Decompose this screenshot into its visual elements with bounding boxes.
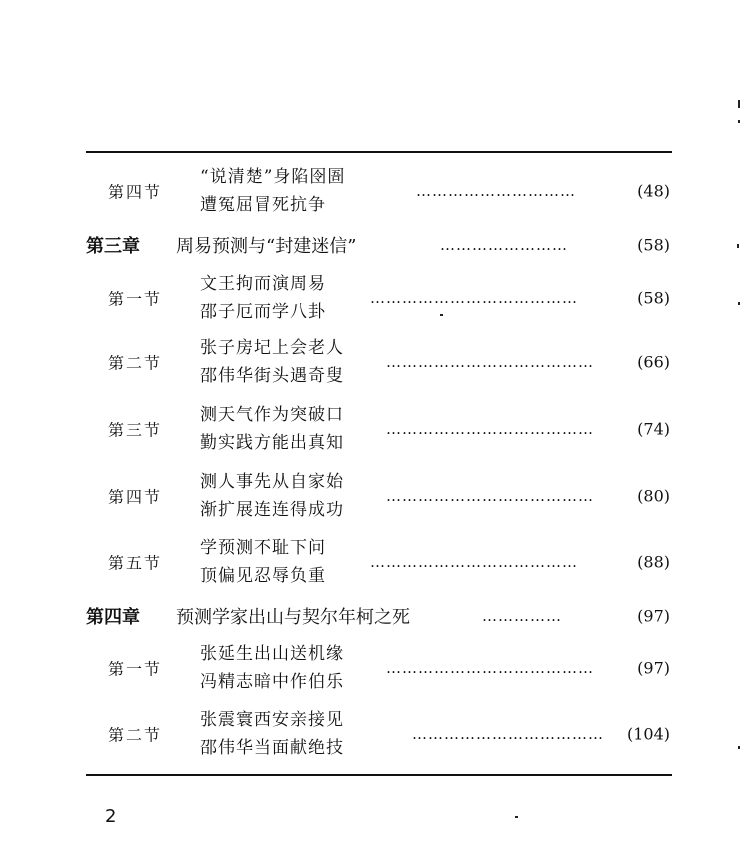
scan-speck xyxy=(440,314,443,316)
page-ref: (48) xyxy=(637,181,670,201)
section-titles xyxy=(200,534,326,590)
section-label: 第一节 xyxy=(108,659,163,679)
chapter-label: 第四章 xyxy=(86,607,140,628)
page-ref: (97) xyxy=(637,658,670,678)
dot-leader: ………………………………… xyxy=(386,353,594,371)
section-title-line2: 遭冤屈冒死抗争 xyxy=(200,195,326,215)
section-label: 第二节 xyxy=(108,725,163,745)
chapter-label: 第三章 xyxy=(86,236,140,257)
scan-speck xyxy=(737,244,739,248)
section-title-line1: “说清楚”身陷囹圄 xyxy=(200,167,346,187)
section-label: 第一节 xyxy=(108,289,163,309)
toc-section-entry[interactable] xyxy=(86,334,672,390)
page-ref: (58) xyxy=(637,288,670,308)
page-number: 2 xyxy=(105,806,117,827)
dot-leader: ………………………………… xyxy=(386,420,594,438)
chapter-title: 预测学家出山与契尔年柯之死 xyxy=(176,607,410,628)
scan-speck xyxy=(515,816,518,818)
scan-speck xyxy=(738,302,740,305)
section-titles xyxy=(200,163,345,219)
dot-leader: ………………………………… xyxy=(386,659,594,677)
scan-speck xyxy=(738,100,740,108)
dot-leader: ………………………… xyxy=(416,182,576,200)
chapter-title: 周易预测与“封建迷信” xyxy=(176,236,357,257)
section-title-line1: 测天气作为突破口 xyxy=(200,405,344,425)
toc-chapter-3[interactable] xyxy=(86,228,672,262)
section-titles xyxy=(200,706,344,762)
section-title-line2: 勤实践方能出真知 xyxy=(200,433,344,453)
bottom-rule xyxy=(86,774,672,776)
dot-leader: …………… xyxy=(482,607,562,625)
dot-leader: ………………………………… xyxy=(370,289,578,307)
toc-section-entry[interactable] xyxy=(86,706,672,762)
scan-speck xyxy=(738,746,740,749)
top-rule xyxy=(86,151,672,153)
section-label: 第三节 xyxy=(108,420,163,440)
dot-leader: …………………… xyxy=(440,236,568,254)
section-title-line1: 张延生出山送机缘 xyxy=(200,644,344,664)
dot-leader: ………………………………… xyxy=(386,487,594,505)
section-title-line2: 顶偏见忍辱负重 xyxy=(200,566,326,586)
toc-section-entry[interactable] xyxy=(86,468,672,524)
toc-section-entry[interactable] xyxy=(86,163,672,219)
dot-leader: ………………………………… xyxy=(370,553,578,571)
scan-speck xyxy=(738,120,740,123)
section-label: 第四节 xyxy=(108,182,163,202)
section-title-line1: 张子房圮上会老人 xyxy=(200,338,344,358)
toc-section-entry[interactable] xyxy=(86,640,672,696)
page-ref: (74) xyxy=(637,419,670,439)
page-ref: (66) xyxy=(637,352,670,372)
page-ref: (80) xyxy=(637,486,670,506)
section-title-line2: 渐扩展连连得成功 xyxy=(200,500,344,520)
section-titles xyxy=(200,401,344,457)
section-titles xyxy=(200,468,344,524)
page-ref: (97) xyxy=(637,606,670,626)
section-title-line2: 邵子厄而学八卦 xyxy=(200,302,326,322)
section-title-line1: 张震寰西安亲接见 xyxy=(200,710,344,730)
dot-leader: ……………………………… xyxy=(412,725,604,743)
page-ref: (58) xyxy=(637,235,670,255)
section-titles xyxy=(200,334,344,390)
page-ref: (88) xyxy=(637,552,670,572)
section-title-line1: 学预测不耻下问 xyxy=(200,538,326,558)
section-label: 第二节 xyxy=(108,353,163,373)
toc-section-entry[interactable] xyxy=(86,401,672,457)
section-title-line2: 邵伟华当面献绝技 xyxy=(200,738,344,758)
section-label: 第四节 xyxy=(108,487,163,507)
section-title-line1: 文王拘而演周易 xyxy=(200,274,326,294)
section-titles xyxy=(200,270,326,326)
section-title-line2: 冯精志暗中作伯乐 xyxy=(200,672,344,692)
section-title-line1: 测人事先从自家始 xyxy=(200,472,344,492)
toc-section-entry[interactable] xyxy=(86,270,672,326)
page-ref: (104) xyxy=(626,724,670,744)
section-title-line2: 邵伟华街头遇奇叟 xyxy=(200,366,344,386)
toc-chapter-4[interactable] xyxy=(86,599,672,633)
toc-section-entry[interactable] xyxy=(86,534,672,590)
section-titles xyxy=(200,640,344,696)
section-label: 第五节 xyxy=(108,553,163,573)
